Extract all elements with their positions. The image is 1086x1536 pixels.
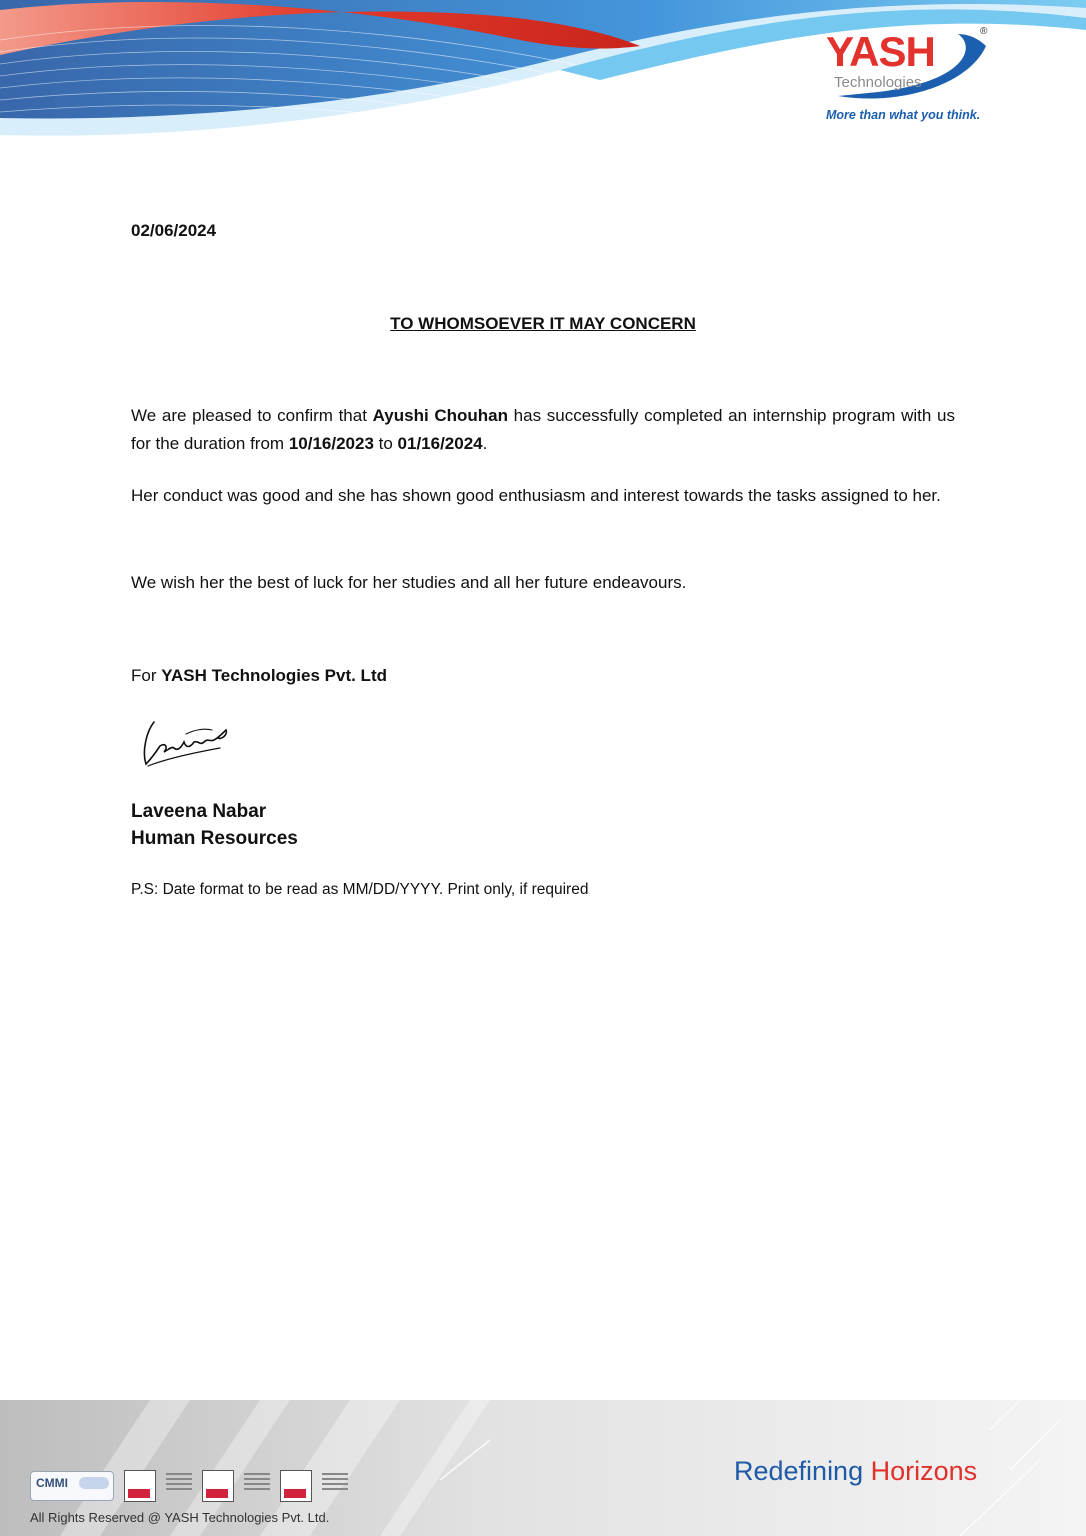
logo-subtitle: Technologies [834, 74, 922, 91]
tagline-part2: Horizons [870, 1456, 978, 1486]
logo-wordmark: YASH [826, 28, 935, 75]
company-name: YASH Technologies Pvt. Ltd [161, 666, 387, 685]
for-prefix: For [131, 666, 162, 685]
signer-title: Human Resources [131, 828, 298, 849]
best-workplaces-badge [124, 1470, 156, 1502]
registered-mark: ® [980, 26, 988, 37]
p1-text-c: to [373, 434, 398, 453]
award-text-lines [166, 1473, 192, 1499]
p1-text-d: . [482, 434, 488, 453]
paragraph-confirmation [131, 402, 955, 458]
certification-badges [30, 1470, 348, 1502]
paragraph-wishes: We wish her the best of luck for her studies and all her future endeavours. [131, 573, 687, 592]
paragraph-conduct: Her conduct was good and she has shown good enthusiasm and interest towards the tasks assigned to her. [131, 486, 941, 505]
postscript-note: P.S: Date format to be read as MM/DD/YYYY. Print only, if required [131, 881, 589, 898]
great-place-badge [202, 1470, 234, 1502]
footer-tagline [734, 1456, 977, 1487]
for-company-line [131, 662, 955, 690]
award-text-lines [322, 1473, 348, 1499]
page-footer [0, 1400, 1086, 1536]
logo-tagline: More than what you think. [826, 108, 981, 122]
p1-text-a: We are pleased to confirm that [131, 406, 373, 425]
signer-block [131, 798, 955, 852]
award-text-lines [244, 1473, 270, 1499]
cmmi-badge-label: CMMI [36, 1476, 68, 1490]
tagline-part1: Redefining [734, 1456, 871, 1486]
handwritten-signature [138, 712, 238, 772]
end-date: 01/16/2024 [397, 434, 483, 453]
cmmi-badge [30, 1471, 114, 1501]
letter-subject: TO WHOMSOEVER IT MAY CONCERN [390, 314, 696, 333]
footer-copyright: All Rights Reserved @ YASH Technologies Pvt. Ltd. [30, 1510, 330, 1525]
letter-date: 02/06/2024 [131, 221, 217, 240]
intern-name: Ayushi Chouhan [372, 406, 508, 425]
company-logo [818, 26, 998, 126]
start-date: 10/16/2023 [288, 434, 374, 453]
signer-name: Laveena Nabar [131, 801, 267, 822]
p1-text-b: has successfully completed an internship program with us for the duration from [131, 406, 955, 453]
top-large-workplaces-badge [280, 1470, 312, 1502]
